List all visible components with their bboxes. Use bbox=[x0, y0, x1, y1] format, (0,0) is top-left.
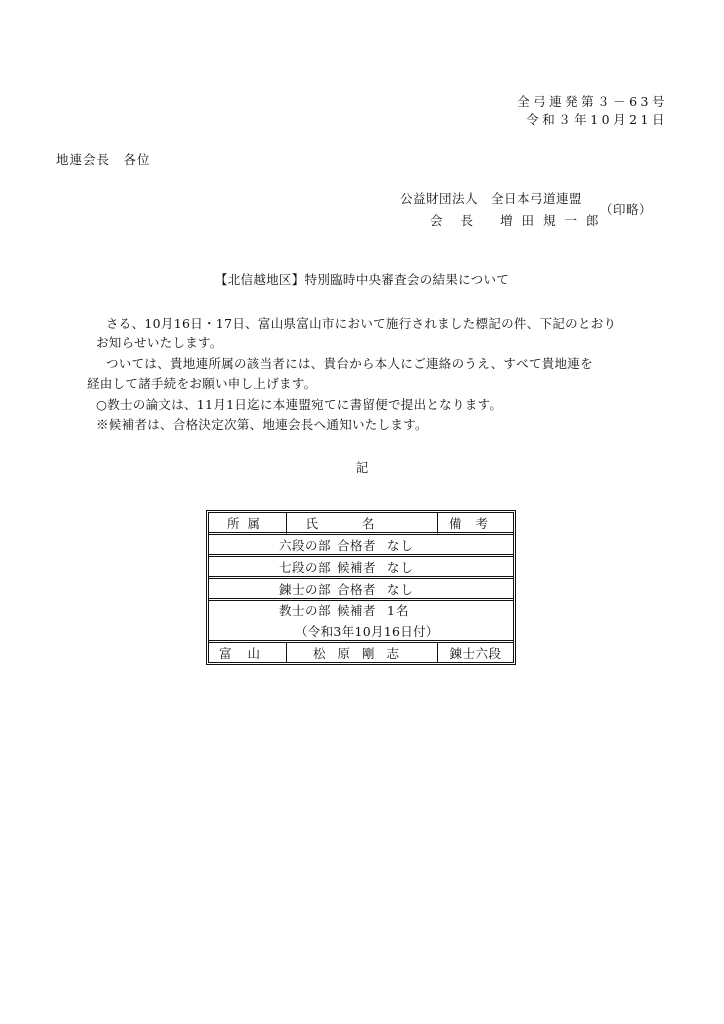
header-affiliation: 所属 bbox=[209, 513, 287, 535]
table-header-row bbox=[209, 513, 513, 535]
row-result: 合格者 bbox=[337, 537, 377, 553]
row-result: 候補者 bbox=[337, 559, 377, 575]
result-row-renshi bbox=[209, 579, 513, 601]
sender-organization: 公益財団法人 全日本弓道連盟 bbox=[400, 191, 583, 206]
header-name bbox=[287, 513, 438, 535]
table-row bbox=[209, 535, 513, 557]
row-result: 候補者 bbox=[337, 603, 377, 618]
header-remarks-label: 備考 bbox=[448, 515, 502, 531]
sender-title: 会長 bbox=[430, 213, 492, 228]
row-count: なし bbox=[387, 537, 415, 553]
document-number: 全弓連発第３－63号 bbox=[517, 94, 668, 109]
entry-remarks: 錬士六段 bbox=[449, 645, 502, 661]
row-count: なし bbox=[387, 581, 415, 597]
result-row-7dan bbox=[209, 557, 513, 579]
body-paragraph-2-line-1: ついては、貴地連所属の該当者には、貴台から本人にご連絡のうえ、すべて貴地連を bbox=[106, 356, 593, 371]
header-name-label: 氏名 bbox=[305, 515, 419, 531]
table-row bbox=[209, 601, 513, 643]
addressee: 地連会長 各位 bbox=[56, 152, 151, 167]
table-row bbox=[209, 579, 513, 601]
row-result: 合格者 bbox=[337, 581, 377, 597]
result-row-6dan bbox=[209, 535, 513, 557]
document-date: 令和３年10月21日 bbox=[526, 112, 668, 127]
ki-heading: 記 bbox=[355, 460, 369, 475]
table-row bbox=[209, 557, 513, 579]
table-row bbox=[209, 643, 513, 662]
body-paragraph-1-line-1: さる、10月16日・17日、富山県富山市において施行されました標記の件、下記のとおり bbox=[106, 316, 617, 331]
sender-line bbox=[430, 215, 608, 228]
sender-name: 増田規一郎 bbox=[500, 213, 608, 228]
entry-affiliation: 富山 bbox=[209, 643, 287, 662]
row-dan: 六段の部 bbox=[279, 537, 332, 553]
row-dan: 教士の部 bbox=[279, 603, 332, 618]
note-candidates: ※候補者は、合格決定次第、地連会長へ通知いたします。 bbox=[96, 417, 428, 432]
body-paragraph-1-line-2: お知らせいたします。 bbox=[96, 335, 223, 350]
results-table bbox=[206, 510, 516, 665]
note-essay-submission: ○教士の論文は、11月1日迄に本連盟宛てに書留便で提出となります。 bbox=[96, 397, 503, 412]
header-remarks bbox=[438, 513, 513, 535]
row-dan: 錬士の部 bbox=[279, 581, 332, 597]
row-date-note: （令和3年10月16日付） bbox=[295, 624, 439, 639]
seal-note: （印略） bbox=[600, 202, 653, 217]
body-paragraph-2-line-2: 経由して諸手続をお願い申し上げます。 bbox=[87, 376, 317, 391]
subject-title: 【北信越地区】特別臨時中央審査会の結果について bbox=[214, 272, 510, 287]
row-dan: 七段の部 bbox=[279, 559, 332, 575]
entry-name: 松原剛志 bbox=[287, 643, 438, 662]
result-row-kyoshi bbox=[209, 601, 513, 643]
row-count: 1名 bbox=[387, 603, 410, 618]
row-count: なし bbox=[387, 559, 415, 575]
